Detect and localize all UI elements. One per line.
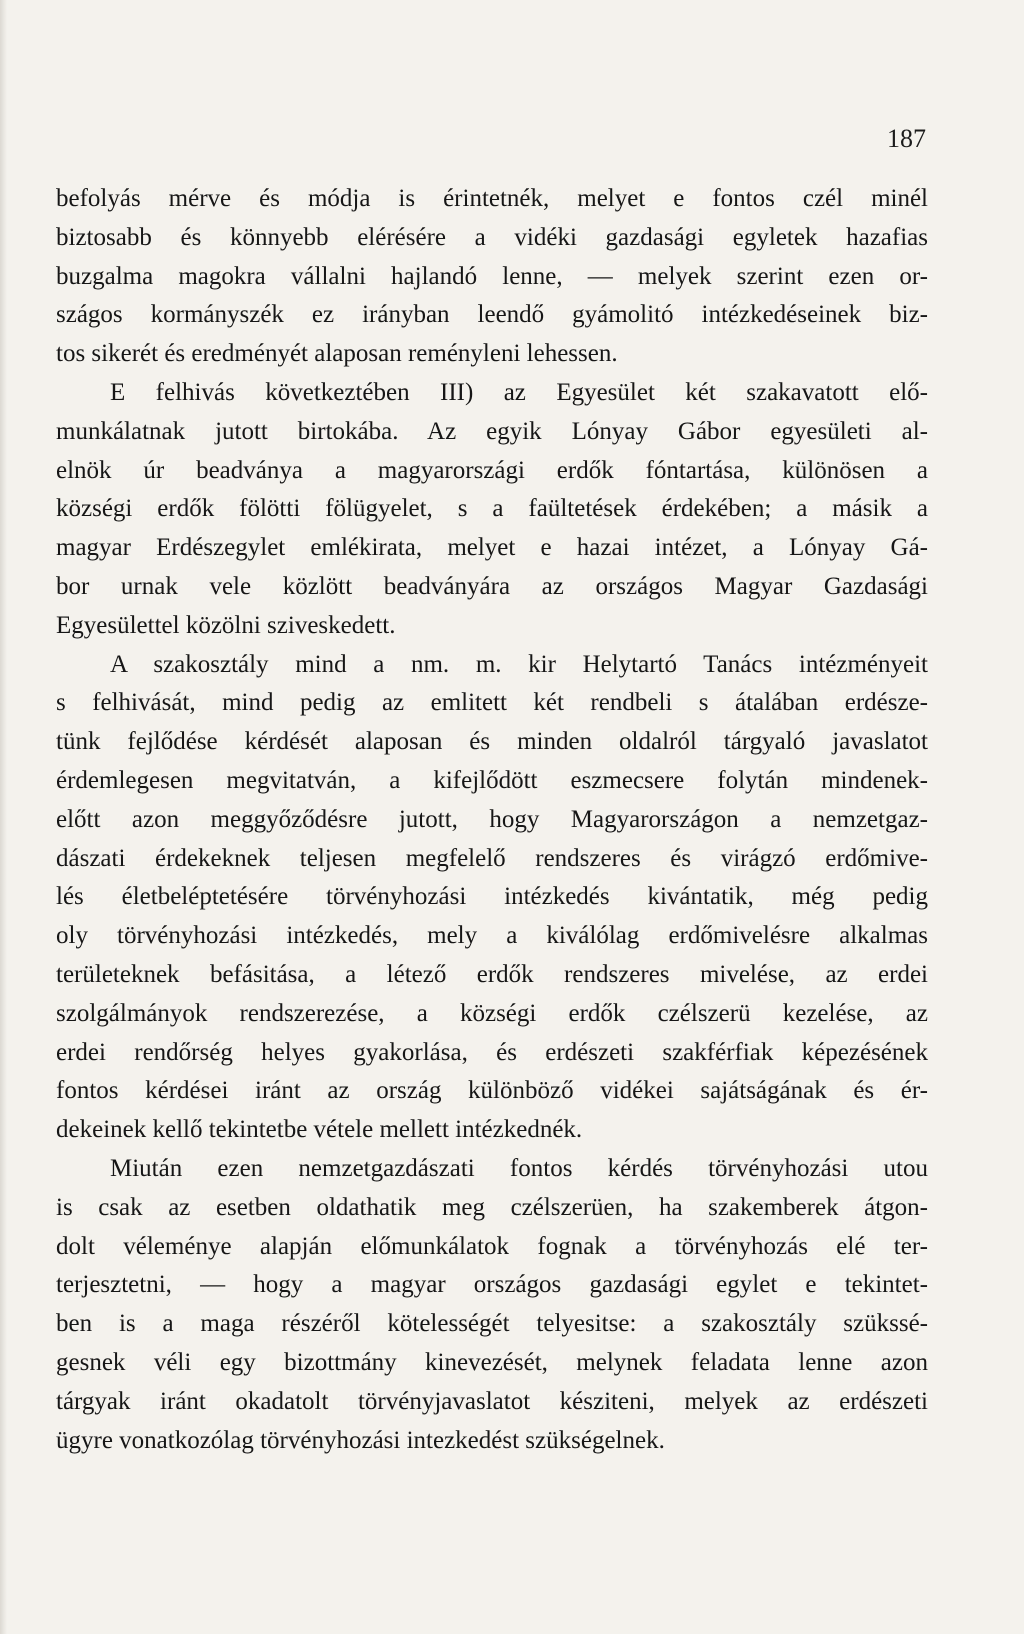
text-line: is csak az esetben oldathatik meg czélszerüen, ha szakemberek átgon- xyxy=(56,1193,928,1221)
text-line: terjesztetni, — hogy a magyar országos gazdasági egylet e tekintet- xyxy=(56,1271,928,1299)
text-line: oly törvényhozási intézkedés, mely a kiválólag erdőmivelésre alkalmas xyxy=(56,922,928,950)
text-line: tünk fejlődése kérdését alaposan és minden oldalról tárgyaló javaslatot xyxy=(56,728,928,756)
text-line: érdemlegesen megvitatván, a kifejlődött eszmecsere folytán mindenek- xyxy=(56,766,928,794)
text-line: bor urnak vele közlött beadványára az országos Magyar Gazdasági xyxy=(56,572,928,600)
page-edge-shadow xyxy=(0,0,7,1634)
text-line: előtt azon meggyőződésre jutott, hogy Magyarországon a nemzetgaz- xyxy=(56,805,928,833)
text-line: A szakosztály mind a nm. m. kir Helytartó Tanács intézményeit xyxy=(110,650,928,678)
text-line: szolgálmányok rendszerezése, a községi erdők czélszerü kezelése, az xyxy=(56,999,928,1027)
text-line: buzgalma magokra vállalni hajlandó lenne, — melyek szerint ezen or- xyxy=(56,262,928,290)
text-line: lés életbeléptetésére törvényhozási intézkedés kivántatik, még pedig xyxy=(56,883,928,911)
text-line: községi erdők fölötti fölügyelet, s a faültetések érdekében; a másik a xyxy=(56,495,928,523)
text-line: ben is a maga részéről kötelességét telyesitse: a szakosztály szükssé- xyxy=(56,1310,928,1338)
text-line: területeknek befásitása, a létező erdők rendszeres mivelése, az erdei xyxy=(56,960,928,988)
text-line: dászati érdekeknek teljesen megfelelő rendszeres és virágzó erdőmive- xyxy=(56,844,928,872)
text-line: biztosabb és könnyebb elérésére a vidéki gazdasági egyletek hazafias xyxy=(56,223,928,251)
text-line: szágos kormányszék ez irányban leendő gyámolitó intézkedéseinek biz- xyxy=(56,301,928,329)
text-line: Miután ezen nemzetgazdászati fontos kérdés törvényhozási utou xyxy=(110,1154,928,1182)
page-number: 187 xyxy=(887,124,926,153)
text-line: tárgyak iránt okadatolt törvényjavaslatot késziteni, melyek az erdészeti xyxy=(56,1387,928,1415)
text-line: gesnek véli egy bizottmány kinevezését, melynek feladata lenne azon xyxy=(56,1348,928,1376)
text-line: E felhivás következtében III) az Egyesület két szakavatott elő- xyxy=(110,378,928,406)
text-line: munkálatnak jutott birtokába. Az egyik Lónyay Gábor egyesületi al- xyxy=(56,417,928,445)
text-line: s felhivását, mind pedig az emlitett két rendbeli s átalában erdésze- xyxy=(56,689,928,717)
text-line: magyar Erdészegylet emlékirata, melyet e hazai intézet, a Lónyay Gá- xyxy=(56,534,928,562)
body-text xyxy=(56,180,928,1460)
text-line: elnök úr beadványa a magyarországi erdők fóntartása, különösen a xyxy=(56,456,928,484)
text-line: Egyesülettel közölni sziveskedett. xyxy=(56,611,396,639)
text-line: tos sikerét és eredményét alaposan reményleni lehessen. xyxy=(56,340,618,368)
text-line: fontos kérdései iránt az ország különböző vidékei sajátságának és ér- xyxy=(56,1077,928,1105)
text-line: erdei rendőrség helyes gyakorlása, és erdészeti szakférfiak képezésének xyxy=(56,1038,928,1066)
text-line: dekeinek kellő tekintetbe vétele mellett intézkednék. xyxy=(56,1116,583,1144)
text-line: ügyre vonatkozólag törvényhozási intezkedést szükségelnek. xyxy=(56,1426,665,1454)
text-line: dolt véleménye alapján előmunkálatok fognak a törvényhozás elé ter- xyxy=(56,1232,928,1260)
text-line: befolyás mérve és módja is érintetnék, melyet e fontos czél minél xyxy=(56,185,928,212)
